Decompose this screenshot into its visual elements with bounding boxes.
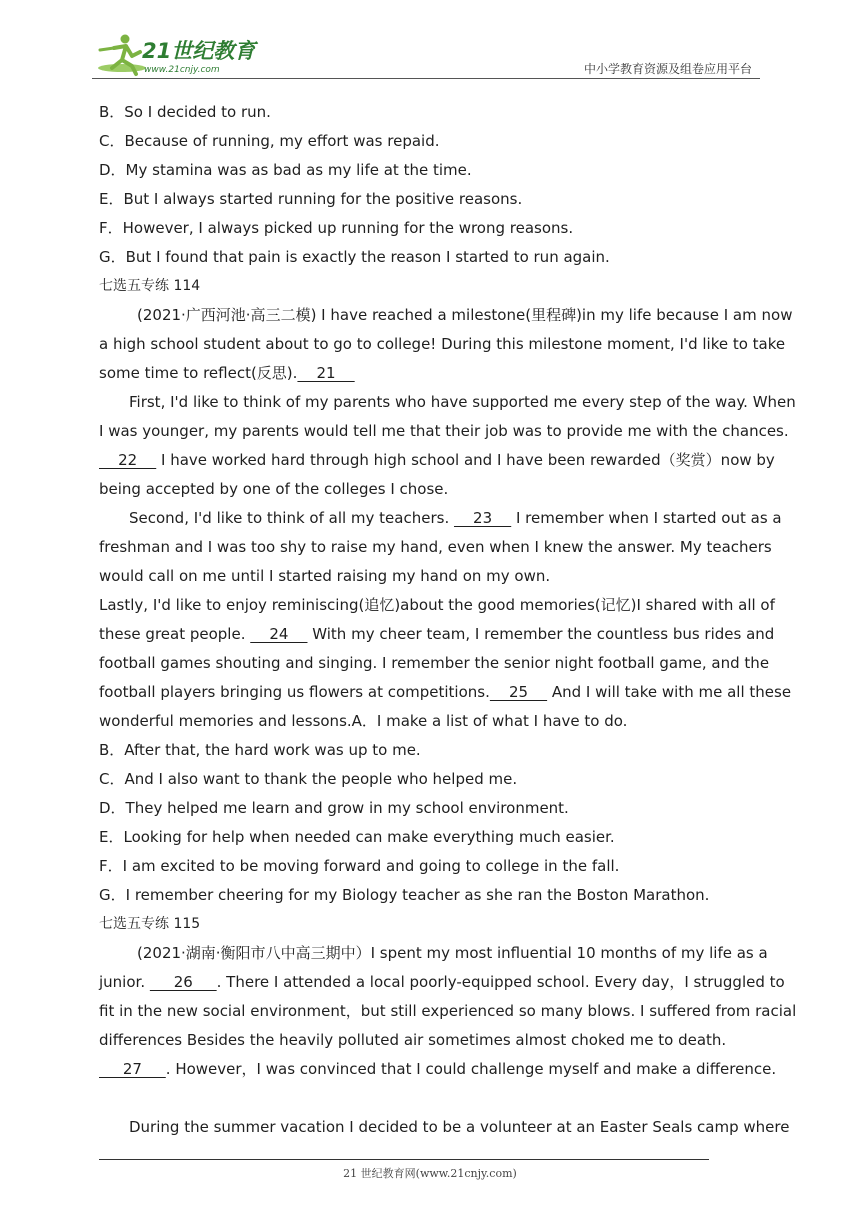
paragraph-line: Lastly, I'd like to enjoy reminiscing(追忆)about the good memories(记忆)I shared with all of [99, 596, 775, 614]
paragraph-line: (2021·广西河池·高三二模) I have reached a milestone(里程碑)in my life because I am now [137, 306, 793, 324]
paragraph-line: fit in the new social environment，but still experienced so many blows. I suffered from racial [99, 1002, 797, 1020]
paragraph-line: freshman and I was too shy to raise my hand, even when I knew the answer. My teachers [99, 538, 772, 556]
paragraph-line: a high school student about to go to college! During this milestone moment, I'd like to take [99, 335, 786, 353]
paragraph-line: 27 . However，I was convinced that I could challenge myself and make a difference. [99, 1060, 777, 1078]
option-line: G．I remember cheering for my Biology teacher as she ran the Boston Marathon. [99, 886, 710, 904]
blank-23: 23 [453, 509, 512, 527]
blank-24: 24 [250, 625, 308, 643]
paragraph-line: First, I'd like to think of my parents who have supported me every step of the way. When [129, 393, 796, 411]
option-line: C．Because of running, my effort was repaid. [99, 132, 440, 150]
option-line: B．So I decided to run. [99, 103, 271, 121]
page-header [92, 30, 760, 80]
option-line: F．However, I always picked up running for the wrong reasons. [99, 219, 574, 237]
blank-25: 25 [489, 683, 548, 701]
paragraph-line: Second, I'd like to think of all my teachers. 23 I remember when I started out as a [129, 509, 782, 527]
option-line: E．But I always started running for the positive reasons. [99, 190, 523, 208]
paragraph-line: football games shouting and singing. I remember the senior night football game, and the [99, 654, 770, 672]
site-logo [92, 30, 262, 78]
page-footer: 21 世纪教育网(www.21cnjy.com) [343, 1167, 517, 1180]
paragraph-line: being accepted by one of the colleges I chose. [99, 480, 449, 498]
blank-21: 21 [297, 364, 355, 382]
option-line: D．They helped me learn and grow in my school environment. [99, 799, 569, 817]
paragraph-line: would call on me until I started raising my hand on my own. [99, 567, 551, 585]
paragraph-line: wonderful memories and lessons.A．I make a list of what I have to do. [99, 712, 628, 730]
svg-text:21世纪教育: 21世纪教育 [142, 39, 256, 63]
paragraph-line: these great people. 24 With my cheer team, I remember the countless bus rides and [99, 625, 775, 643]
blank-26: 26 [149, 973, 217, 991]
section-title-115: 七选五专练 115 [99, 916, 201, 932]
paragraph-line: differences Besides the heavily polluted air sometimes almost choked me to death. [99, 1031, 727, 1049]
header-platform-name: 中小学教育资源及组卷应用平台 [583, 62, 752, 76]
option-line: B．After that, the hard work was up to me. [99, 741, 421, 759]
paragraph-gap [99, 1084, 763, 1113]
option-line: F．I am excited to be moving forward and going to college in the fall. [99, 857, 620, 875]
paragraph-line: some time to reflect(反思). 21 [99, 364, 355, 382]
header-divider [92, 78, 760, 79]
option-line: D．My stamina was as bad as my life at the time. [99, 161, 472, 179]
paragraph-line: junior. 26 . There I attended a local poorly-equipped school. Every day，I struggled to [99, 973, 785, 991]
paragraph-line: I was younger, my parents would tell me that their job was to provide me with the chances. [99, 422, 789, 440]
option-line: G．But I found that pain is exactly the reason I started to run again. [99, 248, 610, 266]
footer-divider [99, 1159, 709, 1160]
paragraph-line: (2021·湖南·衡阳市八中高三期中）I spent my most influential 10 months of my life as a [137, 944, 768, 962]
paragraph-line: 22 I have worked hard through high school and I have been rewarded（奖赏）now by [99, 451, 775, 469]
document-body [99, 98, 797, 1142]
option-line: E．Looking for help when needed can make everything much easier. [99, 828, 615, 846]
option-line: C．And I also want to thank the people who helped me. [99, 770, 518, 788]
blank-27: 27 [99, 1060, 166, 1078]
blank-22: 22 [99, 451, 157, 469]
section-title-114: 七选五专练 114 [99, 278, 201, 294]
paragraph-line: football players bringing us flowers at competitions. 25 And I will take with me all these [99, 683, 792, 701]
svg-text:www.21cnjy.com: www.21cnjy.com [144, 65, 220, 75]
paragraph-line: During the summer vacation I decided to be a volunteer at an Easter Seals camp where [129, 1118, 790, 1136]
